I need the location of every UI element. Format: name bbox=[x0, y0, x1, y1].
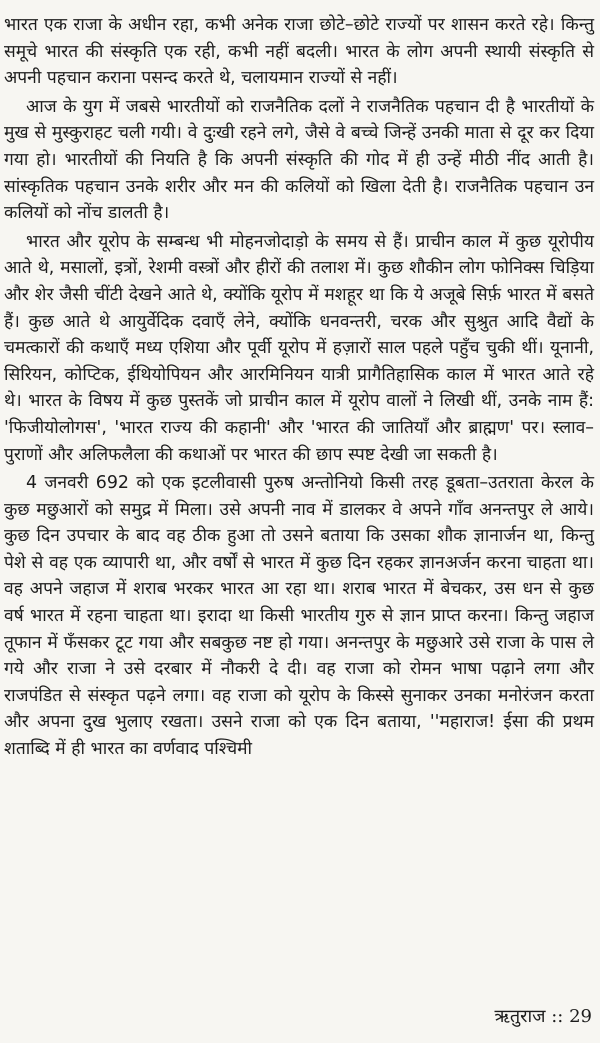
page-footer: ऋतुराज :: 29 bbox=[494, 1006, 592, 1027]
page-body bbox=[4, 12, 594, 765]
paragraph-3: भारत और यूरोप के सम्बन्ध भी मोहनजोदाड़ो के समय से हैं। प्राचीन काल में कुछ यूरोपीय आते थे, मसालों, इत्रों, रेशमी वस्त्रों और हीरों की तलाश में। कुछ शौकीन लोग फोनिक्स चिड़िया और शेर जैसी चींटी देखने आते थे, क्योंकि यूरोप में मशहूर था कि ये अजूबे सिर्फ़ भारत में बसते हैं। कुछ आते थे आयुर्वेदिक दवाएँ लेने, क्योंकि धनवन्तरी, चरक और सुश्रुत आदि वैद्यों के चमत्कारों की कथाएँ मध्य एशिया और पूर्वी यूरोप में हज़ारों साल पहले पहुँच चुकी थीं। यूनानी, सिरियन, कोप्टिक, ईथियोपियन और आरमिनियन यात्री प्रागैतिहासिक काल में भारत आते रहे थे। भारत के विषय में कुछ पुस्तकें जो प्राचीन काल में यूरोप वालों ने लिखी थीं, उनके नाम हैं: 'फिजीयोलोगस', 'भारत राज्य की कहानी' और 'भारत की जातियाँ और ब्राह्मण' पर। स्लाव–पुराणों और अलिफलैला की कथाओं पर भारत की छाप स्पष्ट देखी जा सकती है। bbox=[4, 231, 594, 465]
paragraph-4: 4 जनवरी 692 को एक इटलीवासी पुरुष अन्तोनियो किसी तरह डूबता–उतराता केरल के कुछ मछुआरों को समुद्र में मिला। उसे अपनी नाव में डालकर वे अपने गाँव अनन्तपुर ले आये। कुछ दिन उपचार के बाद वह ठीक हुआ तो उसने बताया कि उसका शौक ज्ञानार्जन था, किन्तु पेशे से वह एक व्यापारी था, और वर्षों से भारत में कुछ दिन रहकर ज्ञानअर्जन करना चाहता था। वह अपने जहाज में शराब भरकर भारत आ रहा था। शराब भारत में बेचकर, उस धन से कुछ वर्ष भारत में रहना चाहता था। इरादा था किसी भारतीय गुरु से ज्ञान प्राप्त करना। किन्तु जहाज तूफान में फँसकर टूट गया और सबकुछ नष्ट हो गया। अनन्तपुर के मछुआरे उसे राजा के पास ले गये और राजा ने उसे दरबार में नौकरी दे दी। वह राजा को रोमन भाषा पढ़ाने लगा और राजपंडित से संस्कृत पढ़ने लगा। वह राजा को यूरोप के किस्से सुनाकर उनका मनोरंजन करता और अपना दुख भुलाए रखता। उसने राजा को एक दिन बताया, ''महाराज! ईसा की प्रथम शताब्दि में ही भारत का वर्णवाद पश्चिमी bbox=[4, 473, 594, 760]
paragraph-1: भारत एक राजा के अधीन रहा, कभी अनेक राजा छोटे–छोटे राज्यों पर शासन करते रहे। किन्तु समूचे भारत की संस्कृति एक रही, कभी नहीं बदली। भारत के लोग अपनी स्थायी संस्कृति से अपनी पहचान कराना पसन्द करते थे, चलायमान राज्यों से नहीं। bbox=[4, 15, 594, 89]
paragraph-2: आज के युग में जबसे भारतीयों को राजनैतिक दलों ने राजनैतिक पहचान दी है भारतीयों के मुख से मुस्कुराहट चली गयी। वे दुःखी रहने लगे, जैसे वे बच्चे जिन्हें उनकी माता से दूर कर दिया गया हो। भारतीयों की नियति है कि अपनी संस्कृति की गोद में ही उन्हें मीठी नींद आती है। सांस्कृतिक पहचान उनके शरीर और मन की कलियों को खिला देती है। राजनैतिक पहचान उन कलियों को नोंच डालती है। bbox=[4, 96, 594, 224]
